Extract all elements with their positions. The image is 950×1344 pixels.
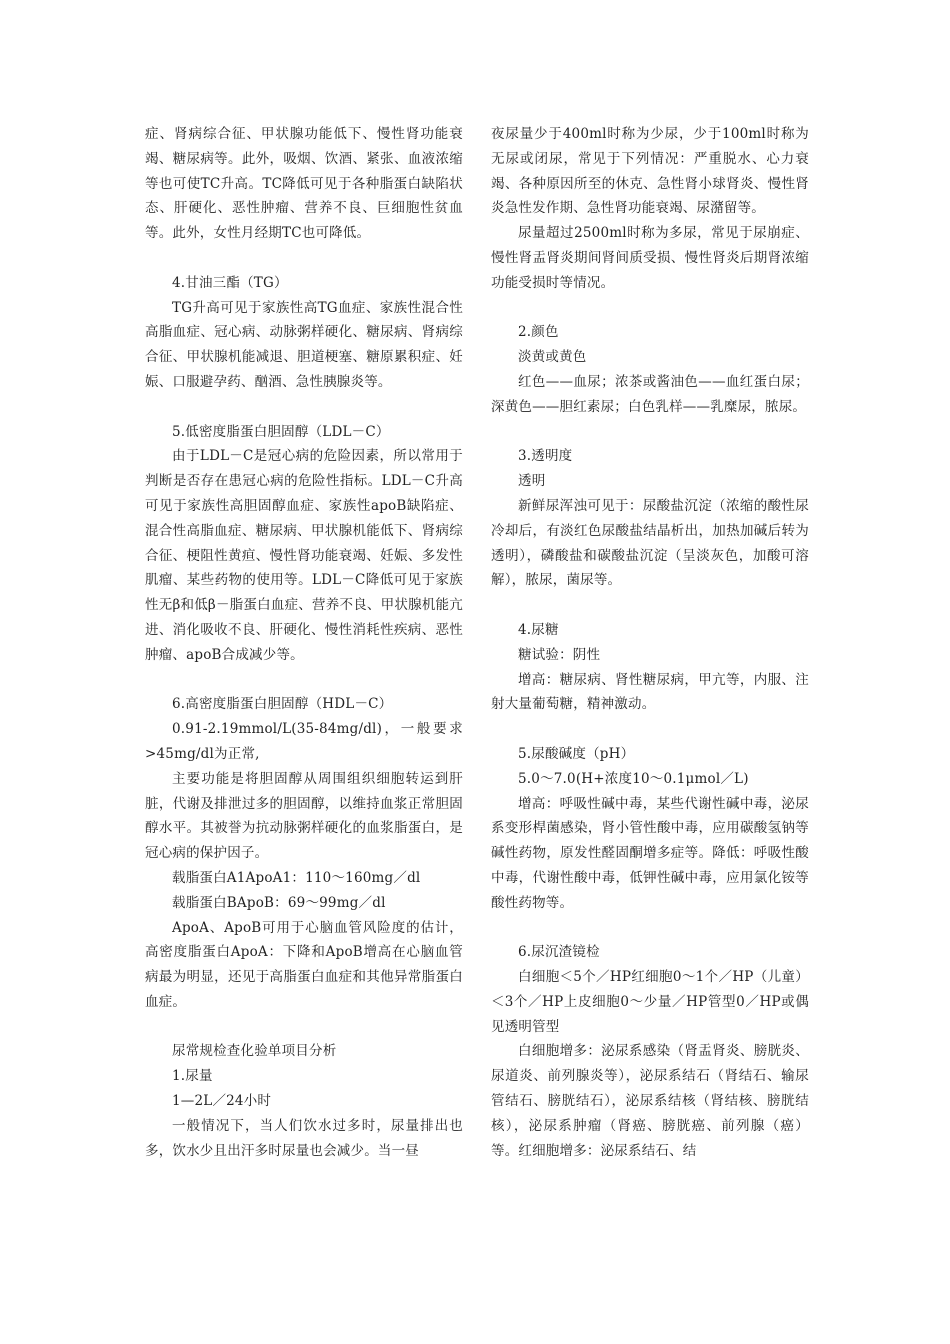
paragraph: 增高：呼吸性碱中毒，某些代谢性碱中毒，泌尿系变形桿菌感染，肾小管性酸中毒，应用碳酸氢钠等碱性药物，原发性醛固酮增多症等。降低：呼吸性酸中毒，代谢性酸中毒，低钾性碱中毒，应用氯化铵等酸性药物等。 <box>491 795 809 911</box>
paragraph: 夜尿量少于400ml时称为少尿，少于100ml时称为无尿或闭尿，常见于下列情况：严重脱水、心力衰竭、各种原因所至的休克、急性肾小球肾炎、慢性肾炎急性发作期、急性肾功能衰竭、尿潴留等。 <box>491 126 809 217</box>
left-column <box>145 122 463 1163</box>
paragraph: 1—2L／24小时 <box>172 1093 272 1110</box>
right-column <box>491 122 809 1163</box>
section-heading: 2.颜色 <box>518 324 559 341</box>
paragraph: 0.91-2.19mmol/L(35-84mg/dl)，一般要求>45mg/dl为正常, <box>145 721 463 762</box>
section-heading: 6.高密度脂蛋白胆固醇（HDL－C） <box>172 696 393 713</box>
paragraph: 增高：糖尿病、肾性糖尿病，甲亢等，内服、注射大量葡萄糖，精神激动。 <box>491 671 809 713</box>
section-heading: 尿常规检查化验单项目分析 <box>172 1043 337 1060</box>
paragraph: 新鲜尿浑浊可见于：尿酸盐沉淀（浓缩的酸性尿冷却后，有淡红色尿酸盐结晶析出，加热加碱后转为透明），磷酸盐和碳酸盐沉淀（呈淡灰色，加酸可溶解），脓尿，菌尿等。 <box>491 497 809 589</box>
paragraph: 糖试验：阴性 <box>518 646 601 663</box>
section-heading: 4.尿糖 <box>518 621 559 638</box>
section-heading: 5.低密度脂蛋白胆固醇（LDL－C） <box>172 423 390 440</box>
paragraph: 主要功能是将胆固醇从周围组织细胞转运到肝脏，代谢及排泄过多的胆固醇，以维持血浆正常胆固醇水平。其被誉为抗动脉粥样硬化的血浆脂蛋白，是冠心病的保护因子。 <box>145 770 463 862</box>
section-heading: 4.甘油三酯（TG） <box>172 274 288 291</box>
paragraph: 症、肾病综合征、甲状腺功能低下、慢性肾功能衰竭、糖尿病等。此外，吸烟、饮酒、紧张、血液浓缩等也可使TC升高。TC降低可见于各种脂蛋白缺陷状态、肝硬化、恶性肿瘤、营养不良、巨细胞性贫血等。此外，女性月经期TC也可降低。 <box>145 126 463 242</box>
paragraph: 尿量超过2500ml时称为多尿，常见于尿崩症、慢性肾盂肾炎期间肾间质受损、慢性肾炎后期肾浓缩功能受损时等情况。 <box>491 225 809 291</box>
paragraph: 透明 <box>518 473 546 490</box>
paragraph: 红色——血尿；浓茶或酱油色——血红蛋白尿；深黄色——胆红素尿；白色乳样——乳糜尿，脓尿。 <box>491 373 809 415</box>
section-heading: 1.尿量 <box>172 1068 213 1085</box>
paragraph: ApoA、ApoB可用于心脑血管风险度的估计，高密度脂蛋白ApoA：下降和ApoB增高在心脑血管病最为明显，还见于高脂蛋白血症和其他异常脂蛋白血症。 <box>145 919 463 1010</box>
paragraph: 白细胞＜5个／HP红细胞0～1个／HP（儿童）＜3个／HP上皮细胞0～少量／HP管型0／HP或偶见透明管型 <box>491 969 809 1035</box>
section-heading: 3.透明度 <box>518 448 573 465</box>
paragraph: 淡黄或黄色 <box>518 349 587 366</box>
paragraph: 一般情况下，当人们饮水过多时，尿量排出也多，饮水少且出汗多时尿量也会减少。当一昼 <box>145 1117 463 1159</box>
paragraph: 白细胞增多：泌尿系感染（肾盂肾炎、膀胱炎、尿道炎、前列腺炎等），泌尿系结石（肾结石、输尿管结石、膀胱结石），泌尿系结核（肾结核、膀胱结核），泌尿系肿瘤（肾癌、膀胱癌、前列腺（癌）等。红细胞增多：泌尿系结石、结 <box>491 1043 809 1159</box>
section-heading: 5.尿酸碱度（pH） <box>518 745 635 762</box>
section-heading: 6.尿沉渣镜检 <box>518 944 600 961</box>
paragraph: 由于LDL－C是冠心病的危险因素，所以常用于判断是否存在患冠心病的危险性指标。LDL－C升高可见于家族性高胆固醇血症、家族性apoB缺陷症、混合性高脂血症、糖尿病、甲状腺机能低下、肾病综合征、梗阻性黄疸、慢性肾功能衰竭、妊娠、多发性肌瘤、某些药物的使用等。LDL－C降低可见于家族性无β和低β－脂蛋白血症、营养不良、甲状腺机能亢进、消化吸收不良、肝硬化、慢性消耗性疾病、恶性肿瘤、apoB合成减少等。 <box>145 448 463 663</box>
paragraph: 载脂蛋白BApoB：69～99mg／dl <box>172 894 386 911</box>
paragraph: TG升高可见于家族性高TG血症、家族性混合性高脂血症、冠心病、动脉粥样硬化、糖尿病、肾病综合征、甲状腺机能减退、胆道梗塞、糖原累积症、妊娠、口服避孕药、酗酒、急性胰腺炎等。 <box>145 299 463 390</box>
paragraph: 5.0～7.0(H+浓度10～0.1μmol／L) <box>518 770 749 787</box>
paragraph: 载脂蛋白A1ApoA1：110～160mg／dl <box>172 869 421 886</box>
